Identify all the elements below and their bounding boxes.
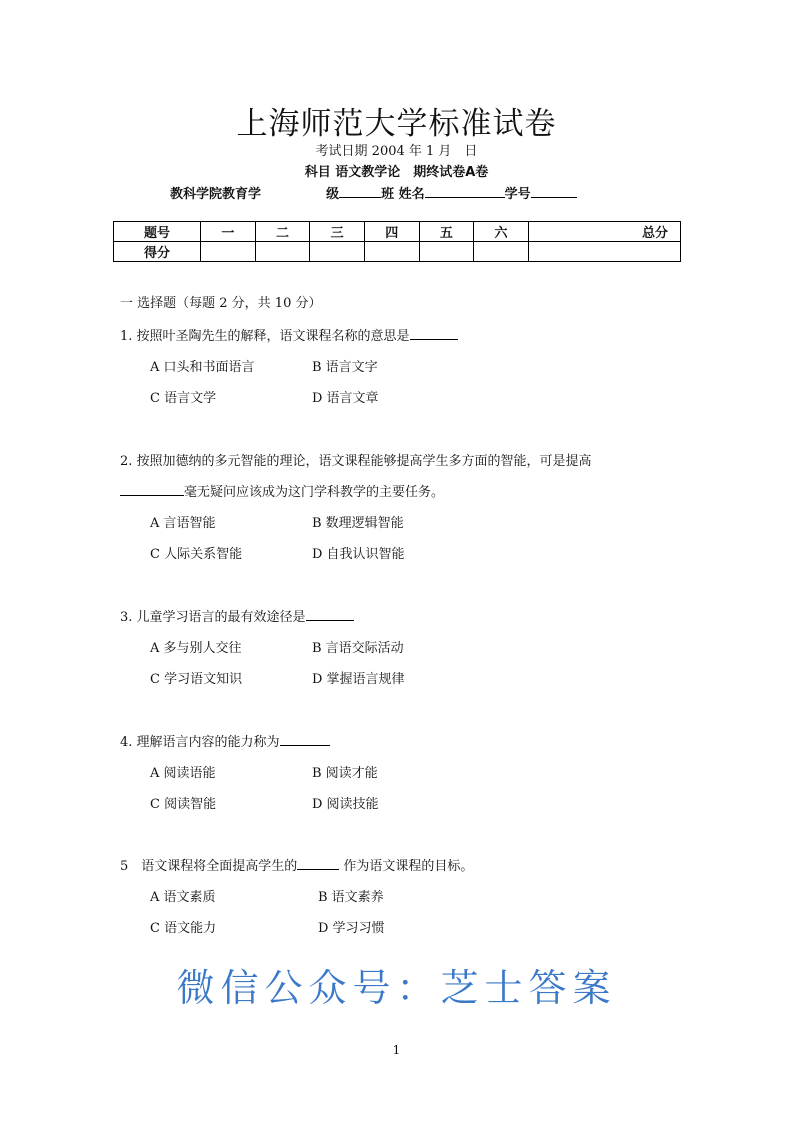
question-stem: 4. 理解语言内容的能力称为 <box>120 735 280 750</box>
option: D 学习习惯 <box>318 921 385 936</box>
question-stem: 3. 儿童学习语言的最有效途径是 <box>120 610 306 625</box>
page-number: 1 <box>392 1043 401 1057</box>
question-2: 2. 按照加德纳的多元智能的理论，语文课程能够提高学生多方面的智能，可是提高 <box>120 454 592 469</box>
student-id-blank[interactable] <box>531 185 577 198</box>
question-3 <box>120 606 354 625</box>
table-cell: 二 <box>255 222 310 242</box>
dept-label: 教科学院教育学 <box>170 187 262 202</box>
option: B 阅读才能 <box>312 766 378 781</box>
question-1 <box>120 325 458 344</box>
option: B 语文素养 <box>318 890 384 905</box>
grade-label: 级 <box>326 187 340 202</box>
option: B 数理逻辑智能 <box>312 516 404 531</box>
answer-blank[interactable] <box>410 327 458 340</box>
option: D 语言文章 <box>312 391 379 406</box>
option: A 口头和书面语言 <box>150 360 255 375</box>
exam-date: 考试日期 2004 年 1 月 日 <box>315 144 478 159</box>
option: C 语文能力 <box>150 921 217 936</box>
option: C 学习语文知识 <box>150 672 243 687</box>
option: A 阅读语能 <box>150 766 216 781</box>
answer-blank[interactable] <box>280 733 330 746</box>
question-stem: 5 语文课程将全面提高学生的 <box>120 859 298 874</box>
table-cell: 得分 <box>114 242 201 262</box>
question-2-cont <box>120 481 444 500</box>
class-name-label: 班 姓名 <box>381 187 425 202</box>
page-title: 上海师范大学标准试卷 <box>236 106 557 142</box>
subject-line: 科目 语文教学论 期终试卷A卷 <box>304 165 489 180</box>
table-cell: 三 <box>310 222 365 242</box>
option: D 掌握语言规律 <box>312 672 405 687</box>
table-row <box>114 222 681 242</box>
question-stem: 1. 按照叶圣陶先生的解释，语文课程名称的意思是 <box>120 329 410 344</box>
question-5 <box>120 855 473 874</box>
score-cell[interactable] <box>474 242 529 262</box>
score-cell[interactable] <box>310 242 365 262</box>
option: D 阅读技能 <box>312 797 379 812</box>
score-cell[interactable] <box>528 242 680 262</box>
table-cell: 四 <box>364 222 419 242</box>
score-table <box>113 221 681 262</box>
question-stem: 毫无疑问应该成为这门学科教学的主要任务。 <box>184 485 445 500</box>
option: C 阅读智能 <box>150 797 217 812</box>
table-row <box>114 242 681 262</box>
score-cell[interactable] <box>255 242 310 262</box>
option: C 语言文学 <box>150 391 217 406</box>
option: B 言语交际活动 <box>312 641 404 656</box>
score-cell[interactable] <box>419 242 474 262</box>
option: A 语文素质 <box>150 890 216 905</box>
answer-blank[interactable] <box>306 608 354 621</box>
table-cell: 总分 <box>528 222 680 242</box>
score-cell[interactable] <box>364 242 419 262</box>
question-stem: 作为语文课程的目标。 <box>339 859 474 874</box>
watermark: 微信公众号：芝士答案 <box>176 966 617 1010</box>
option: A 多与别人交往 <box>150 641 242 656</box>
answer-blank[interactable] <box>120 483 184 496</box>
option: B 语言文字 <box>312 360 378 375</box>
table-cell: 五 <box>419 222 474 242</box>
option: C 人际关系智能 <box>150 547 243 562</box>
student-id-label: 学号 <box>504 187 531 202</box>
answer-blank[interactable] <box>297 857 339 870</box>
option: D 自我认识智能 <box>312 547 405 562</box>
section-heading: 一 选择题（每题 2 分，共 10 分） <box>120 296 322 311</box>
table-cell: 六 <box>474 222 529 242</box>
table-cell: 一 <box>201 222 256 242</box>
name-blank[interactable] <box>425 185 505 198</box>
option: A 言语智能 <box>150 516 216 531</box>
table-cell: 题号 <box>114 222 201 242</box>
grade-blank[interactable] <box>339 185 381 198</box>
student-info-line <box>170 183 577 202</box>
score-cell[interactable] <box>201 242 256 262</box>
question-4 <box>120 731 330 750</box>
